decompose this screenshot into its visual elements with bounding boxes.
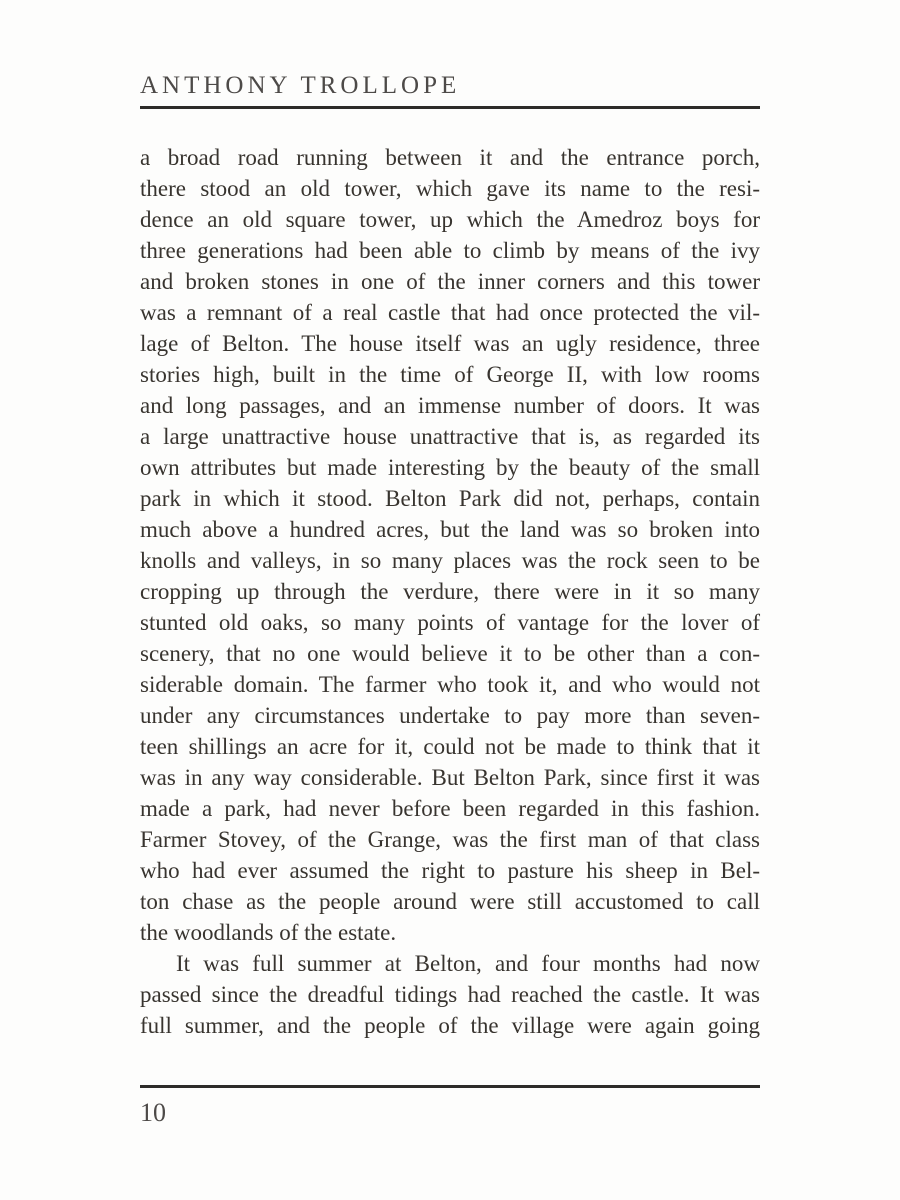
text-line: stunted old oaks, so many points of vantage for the lover of <box>140 610 760 635</box>
text-line: ton chase as the people around were still accustomed to call <box>140 889 760 914</box>
text-line: siderable domain. The farmer who took it, and who would not <box>140 672 760 697</box>
text-line: It was full summer at Belton, and four months had now <box>176 951 760 976</box>
text-line: made a park, had never before been regarded in this fashion. <box>140 796 760 821</box>
text-line: much above a hundred acres, but the land was so broken into <box>140 517 760 542</box>
text-line: own attributes but made interesting by the beauty of the small <box>140 455 760 480</box>
text-line: under any circumstances undertake to pay more than seven- <box>140 703 760 728</box>
text-line: and broken stones in one of the inner corners and this tower <box>140 269 760 294</box>
text-line: the woodlands of the estate. <box>140 920 397 945</box>
footer-rule <box>140 1085 760 1088</box>
paragraph <box>140 142 760 948</box>
text-line: teen shillings an acre for it, could not be made to think that it <box>140 734 760 759</box>
page-number: 10 <box>140 1098 166 1127</box>
text-line: knolls and valleys, in so many places was the rock seen to be <box>140 548 760 573</box>
text-line: scenery, that no one would believe it to be other than a con- <box>140 641 760 666</box>
text-line: dence an old square tower, up which the Amedroz boys for <box>140 207 760 232</box>
text-line: was in any way considerable. But Belton Park, since first it was <box>140 765 760 790</box>
text-line: cropping up through the verdure, there were in it so many <box>140 579 760 604</box>
text-line: Farmer Stovey, of the Grange, was the first man of that class <box>140 827 760 852</box>
text-line: passed since the dreadful tidings had reached the castle. It was <box>140 982 760 1007</box>
text-line: lage of Belton. The house itself was an ugly residence, three <box>140 331 760 356</box>
text-line: a broad road running between it and the entrance porch, <box>140 145 760 170</box>
text-line: a large unattractive house unattractive that is, as regarded its <box>140 424 760 449</box>
header-rule <box>140 106 760 109</box>
text-line: there stood an old tower, which gave its name to the resi- <box>140 176 760 201</box>
text-line: and long passages, and an immense number of doors. It was <box>140 393 760 418</box>
text-line: who had ever assumed the right to pasture his sheep in Bel- <box>140 858 760 883</box>
body-text <box>140 142 760 1041</box>
text-line: stories high, built in the time of George II, with low rooms <box>140 362 760 387</box>
text-line: park in which it stood. Belton Park did not, perhaps, contain <box>140 486 760 511</box>
author-name: ANTHONY TROLLOPE <box>140 72 461 99</box>
text-line: three generations had been able to climb by means of the ivy <box>140 238 760 263</box>
text-line: full summer, and the people of the village were again going <box>140 1013 760 1038</box>
paragraph <box>140 948 760 1041</box>
text-line: was a remnant of a real castle that had once protected the vil- <box>140 300 760 325</box>
